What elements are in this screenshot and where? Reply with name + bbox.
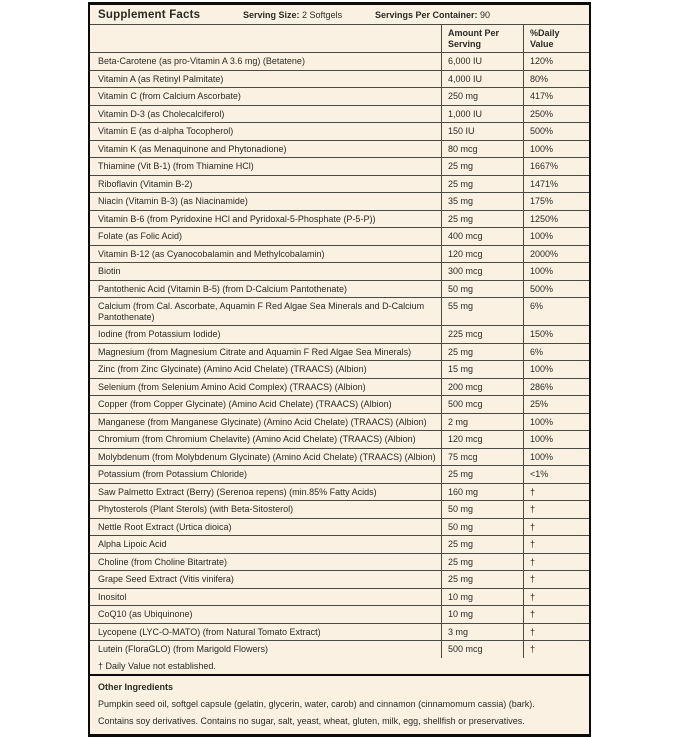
ingredient-daily-value: 417% [523,88,589,105]
ingredient-daily-value: 500% [523,281,589,298]
serving-size [243,10,375,20]
ingredient-amount: 35 mg [441,193,523,210]
other-ingredients-heading: Other Ingredients [98,682,174,692]
ingredient-name: Alpha Lipoic Acid [98,539,167,549]
ingredient-amount: 25 mg [441,466,523,483]
ingredient-daily-value: † [523,536,589,553]
ingredient-daily-value: 1250% [523,211,589,228]
ingredient-name: Magnesium (from Magnesium Citrate and Aquamin F Red Algae Sea Minerals) [98,346,412,357]
ingredient-daily-value: <1% [523,466,589,483]
ingredient-name: Niacin (Vitamin B-3) (as Niacinamide) [98,196,248,206]
ingredient-name: Chromium (from Chromium Chelavite) (Amino Acid Chelate) (TRAACS) (Albion) [98,434,416,444]
ingredient-daily-value: 25% [523,396,589,413]
other-ingredients-section [90,676,589,734]
ingredient-amount: 3 mg [441,624,523,641]
ingredient-row [90,624,589,642]
ingredient-row [90,379,589,397]
ingredient-name: Selenium (from Selenium Amino Acid Complex) (TRAACS) (Albion) [98,381,366,392]
serving-size-label: Serving Size: [243,10,300,20]
ingredient-row [90,298,589,326]
ingredient-daily-value: 100% [523,228,589,245]
ingredient-name: Iodine (from Potassium Iodide) [98,329,221,339]
ingredient-name: Vitamin B-6 (from Pyridoxine HCl and Pyridoxal-5-Phosphate (P-5-P)) [98,213,376,224]
ingredient-daily-value: 120% [523,53,589,70]
ingredient-name: Inositol [98,591,127,602]
ingredient-daily-value: † [523,519,589,536]
ingredient-amount: 10 mg [441,589,523,606]
ingredient-daily-value: 100% [523,263,589,280]
ingredient-row [90,589,589,607]
label-header-row [90,5,589,25]
ingredient-amount: 25 mg [441,158,523,175]
ingredient-daily-value: 2000% [523,246,589,263]
ingredient-amount: 4,000 IU [441,71,523,88]
ingredient-amount: 25 mg [441,571,523,588]
ingredient-row [90,571,589,589]
ingredient-row [90,53,589,71]
ingredient-amount: 25 mg [441,176,523,193]
ingredient-daily-value: 1471% [523,176,589,193]
ingredient-amount: 50 mg [441,519,523,536]
ingredient-daily-value: 100% [523,449,589,466]
ingredient-name: Manganese (from Manganese Glycinate) (Amino Acid Chelate) (TRAACS) (Albion) [98,416,427,427]
ingredient-amount: 50 mg [441,281,523,298]
ingredient-row [90,484,589,502]
ingredient-name: Vitamin C (from Calcium Ascorbate) [98,91,241,101]
ingredient-row [90,123,589,141]
ingredient-daily-value: 100% [523,431,589,448]
ingredient-row [90,246,589,264]
ingredient-amount: 250 mg [441,88,523,105]
ingredient-rows [90,53,589,658]
ingredient-row [90,228,589,246]
ingredient-row [90,211,589,229]
ingredient-name: Vitamin E (as d-alpha Tocopherol) [98,126,234,136]
ingredient-amount: 55 mg [441,298,523,325]
ingredient-amount: 75 mcg [441,449,523,466]
ingredient-amount: 225 mcg [441,326,523,343]
ingredient-amount: 500 mcg [441,396,523,413]
ingredient-name: Beta-Carotene (as pro-Vitamin A 3.6 mg) (Betatene) [98,56,305,66]
ingredient-amount: 160 mg [441,484,523,501]
ingredient-name: Molybdenum (from Molybdenum Glycinate) (Amino Acid Chelate) (TRAACS) (Albion) [98,451,436,462]
ingredient-daily-value: 80% [523,71,589,88]
ingredient-amount: 200 mcg [441,379,523,396]
ingredient-row [90,466,589,484]
ingredient-amount: 500 mcg [441,641,523,658]
ingredient-row [90,344,589,362]
ingredient-name: Grape Seed Extract (Vitis vinifera) [98,574,234,584]
ingredient-amount: 25 mg [441,536,523,553]
ingredient-name: Vitamin B-12 (as Cyanocobalamin and Methylcobalamin) [98,248,325,259]
ingredient-row [90,501,589,519]
ingredient-daily-value: † [523,589,589,606]
serving-size-value: 2 Softgels [302,10,343,20]
ingredient-daily-value: 286% [523,379,589,396]
ingredient-daily-value: 175% [523,193,589,210]
ingredient-row [90,554,589,572]
ingredient-name: Pantothenic Acid (Vitamin B-5) (from D-Calcium Pantothenate) [98,283,347,294]
ingredient-row [90,431,589,449]
ingredient-row [90,414,589,432]
ingredient-name: Zinc (from Zinc Glycinate) (Amino Acid Chelate) (TRAACS) (Albion) [98,364,367,374]
ingredient-daily-value: † [523,624,589,641]
ingredient-name: Choline (from Choline Bitartrate) [98,556,228,567]
ingredient-name: Phytosterols (Plant Sterols) (with Beta-Sitosterol) [98,504,294,514]
ingredient-row [90,106,589,124]
ingredient-daily-value: † [523,641,589,658]
column-header-spacer [90,25,441,52]
ingredient-name: Potassium (from Potassium Chloride) [98,469,248,479]
column-header-amount: Amount Per Serving [441,25,523,52]
ingredient-row [90,326,589,344]
other-ingredients-line2: Contains soy derivatives. Contains no sugar, salt, yeast, wheat, gluten, milk, egg, shellfish or preservatives. [98,716,525,726]
column-header-daily-value: %Daily Value [523,25,589,52]
ingredient-row [90,641,589,658]
ingredient-row [90,158,589,176]
ingredient-row [90,193,589,211]
ingredient-amount: 25 mg [441,211,523,228]
ingredient-daily-value: † [523,571,589,588]
ingredient-daily-value: 100% [523,414,589,431]
ingredient-amount: 50 mg [441,501,523,518]
servings-per-container-label: Servings Per Container: [375,10,478,20]
ingredient-daily-value: † [523,606,589,623]
ingredient-daily-value: † [523,554,589,571]
ingredient-daily-value: 1667% [523,158,589,175]
ingredient-row [90,606,589,624]
ingredient-amount: 80 mcg [441,141,523,158]
ingredient-name: Nettle Root Extract (Urtica dioica) [98,521,232,532]
ingredient-amount: 120 mcg [441,431,523,448]
ingredient-daily-value: † [523,484,589,501]
ingredient-row [90,281,589,299]
ingredient-name: CoQ10 (as Ubiquinone) [98,609,193,619]
ingredient-row [90,396,589,414]
ingredient-amount: 2 mg [441,414,523,431]
ingredient-row [90,361,589,379]
supplement-facts-label [88,2,591,737]
ingredient-name: Lutein (FloraGLO) (from Marigold Flowers) [98,644,269,654]
ingredient-row [90,141,589,159]
ingredient-name: Copper (from Copper Glycinate) (Amino Acid Chelate) (TRAACS) (Albion) [98,399,392,409]
ingredient-daily-value: 100% [523,361,589,378]
ingredient-name: Folate (as Folic Acid) [98,231,183,241]
ingredient-name: Calcium (from Cal. Ascorbate, Aquamin F Red Algae Sea Minerals and D-Calcium Pantothenate) [98,301,425,322]
ingredient-name: Vitamin D-3 (as Cholecalciferol) [98,108,225,119]
ingredient-name: Biotin [98,266,121,276]
ingredient-daily-value: 150% [523,326,589,343]
ingredient-amount: 1,000 IU [441,106,523,123]
ingredient-row [90,176,589,194]
ingredient-name: Saw Palmetto Extract (Berry) (Serenoa repens) (min.85% Fatty Acids) [98,486,377,497]
ingredient-row [90,536,589,554]
daily-value-footnote: † Daily Value not established. [90,658,589,677]
ingredient-name: Vitamin A (as Retinyl Palmitate) [98,73,224,84]
ingredient-name: Lycopene (LYC-O-MATO) (from Natural Tomato Extract) [98,626,321,637]
ingredient-row [90,519,589,537]
ingredient-daily-value: 6% [523,344,589,361]
ingredient-amount: 120 mcg [441,246,523,263]
servings-per-container-value: 90 [480,10,491,20]
ingredient-row [90,449,589,467]
ingredient-daily-value: 250% [523,106,589,123]
servings-per-container [375,10,581,20]
ingredient-row [90,71,589,89]
ingredient-name: Vitamin K (as Menaquinone and Phytonadione) [98,143,287,154]
ingredient-daily-value: 500% [523,123,589,140]
ingredient-daily-value: 6% [523,298,589,325]
column-header-row [90,25,589,53]
ingredient-row [90,263,589,281]
ingredient-amount: 6,000 IU [441,53,523,70]
ingredient-row [90,88,589,106]
other-ingredients-line1: Pumpkin seed oil, softgel capsule (gelatin, glycerin, water, carob) and cinnamon (cinnamomum cassia) (bark). [98,699,535,709]
ingredient-amount: 10 mg [441,606,523,623]
ingredient-amount: 150 IU [441,123,523,140]
ingredient-name: Riboflavin (Vitamin B-2) [98,178,193,189]
ingredient-amount: 25 mg [441,554,523,571]
ingredient-daily-value: † [523,501,589,518]
ingredient-amount: 25 mg [441,344,523,361]
ingredient-amount: 300 mcg [441,263,523,280]
label-title: Supplement Facts [98,9,201,21]
ingredient-daily-value: 100% [523,141,589,158]
ingredient-amount: 15 mg [441,361,523,378]
ingredient-name: Thiamine (Vit B-1) (from Thiamine HCl) [98,161,254,171]
ingredient-amount: 400 mcg [441,228,523,245]
